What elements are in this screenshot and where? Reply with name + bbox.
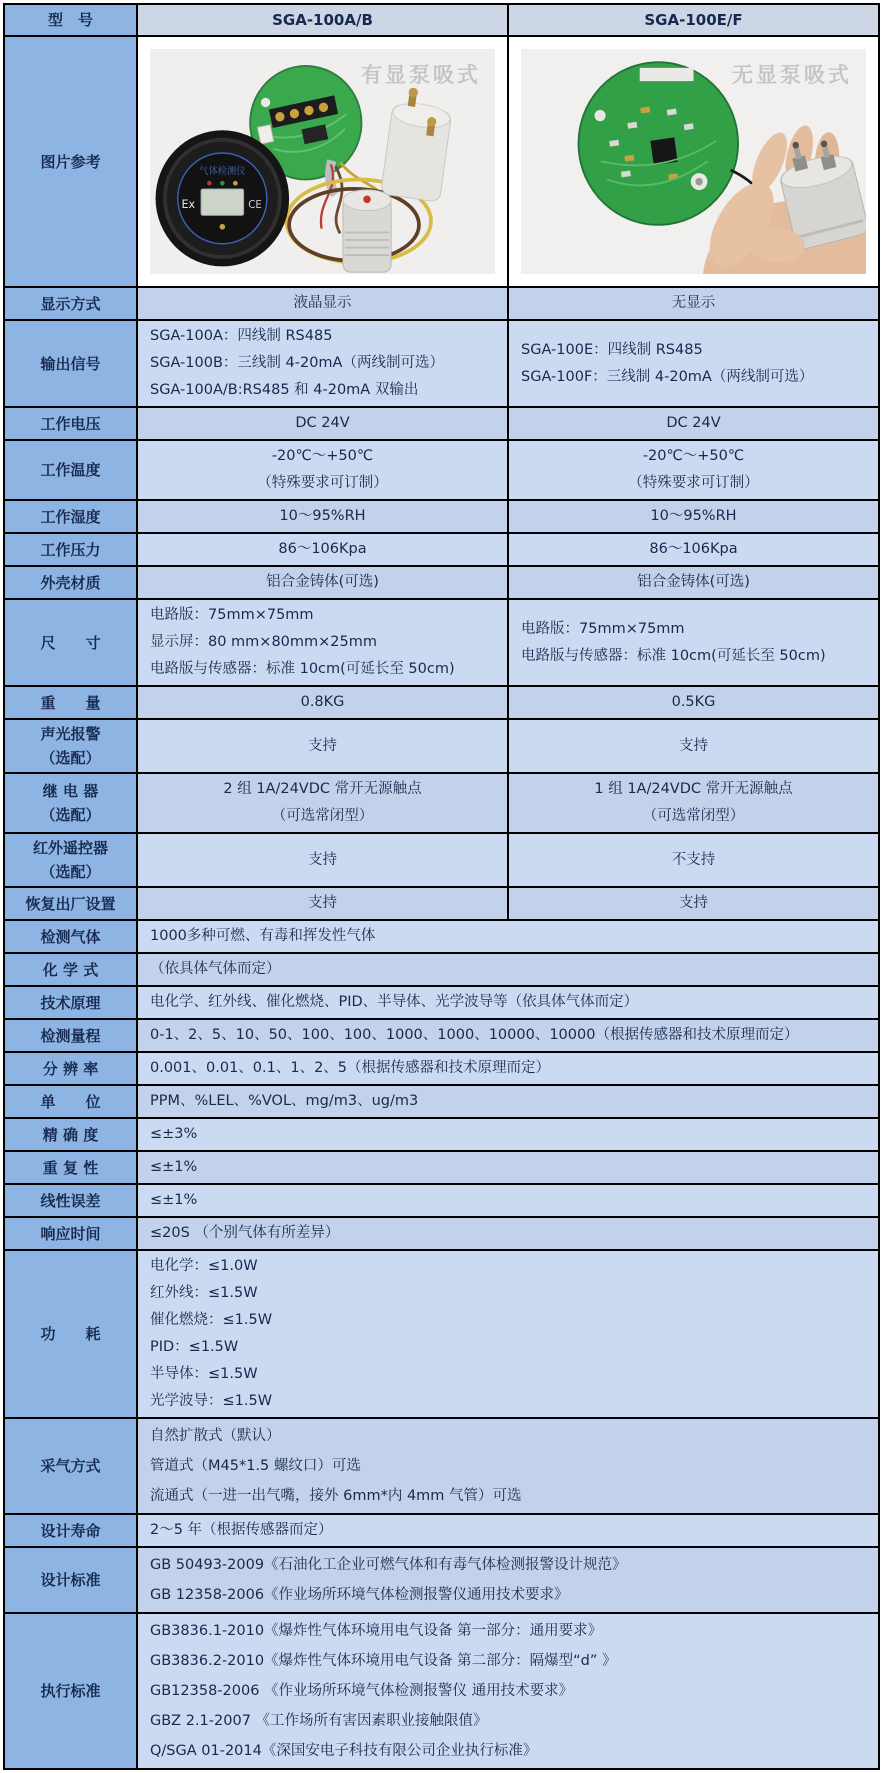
spec-row-working-temperature (4, 440, 879, 500)
row-label-weight: 重 量 (4, 686, 137, 719)
spec-row-tech-principle (4, 986, 879, 1019)
row-label-detect-range: 检测量程 (4, 1019, 137, 1052)
row-value-tech-principle: 电化学、红外线、催化燃烧、PID、半导体、光学波导等（依具体气体而定） (137, 986, 879, 1019)
row-label-unit: 单 位 (4, 1085, 137, 1118)
row-value-display-mode-right: 无显示 (508, 287, 879, 320)
row-value-working-pressure-right: 86～106Kpa (508, 533, 879, 566)
row-value-working-voltage-left: DC 24V (137, 407, 508, 440)
svg-text:Ex: Ex (181, 197, 196, 211)
spec-row-sampling-method (4, 1418, 879, 1514)
spec-row-power-consumption (4, 1250, 879, 1418)
row-value-design-standard: GB 50493-2009《石油化工企业可燃气体和有毒气体检测报警设计规范》 GB 12358-2006《作业场所环境气体检测报警仪通用技术要求》 (137, 1547, 879, 1613)
header-row (4, 4, 879, 36)
row-label-design-standard: 设计标准 (4, 1547, 137, 1613)
row-label-sound-light-alarm: 声光报警 （选配） (4, 719, 137, 773)
spec-row-design-life (4, 1514, 879, 1547)
spec-row-unit (4, 1085, 879, 1118)
row-value-chemical-formula: （依具体气体而定） (137, 953, 879, 986)
row-value-sound-light-alarm-left: 支持 (137, 719, 508, 773)
header-model-right: SGA-100E/F (508, 4, 879, 36)
row-label-linearity-error: 线性误差 (4, 1184, 137, 1217)
spec-row-working-pressure (4, 533, 879, 566)
spec-row-ir-remote (4, 833, 879, 887)
row-value-weight-right: 0.5KG (508, 686, 879, 719)
sga-100ef-product-photo (521, 49, 866, 274)
right-photo-watermark: 无显泵吸式 (732, 63, 852, 87)
row-value-working-humidity-right: 10～95%RH (508, 500, 879, 533)
spec-row-linearity-error (4, 1184, 879, 1217)
row-value-unit: PPM、%LEL、%VOL、mg/m3、ug/m3 (137, 1085, 879, 1118)
spec-row-sound-light-alarm (4, 719, 879, 773)
spec-rows-body (4, 287, 879, 1769)
row-label-working-pressure: 工作压力 (4, 533, 137, 566)
row-label-output-signal: 输出信号 (4, 320, 137, 407)
sga-100ab-product-photo (150, 49, 495, 274)
row-value-display-mode-left: 液晶显示 (137, 287, 508, 320)
spec-row-detect-gas (4, 920, 879, 953)
gauge-display-icon (156, 130, 290, 266)
row-value-design-life: 2～5 年（根据传感器而定） (137, 1514, 879, 1547)
spec-row-chemical-formula (4, 953, 879, 986)
row-value-working-humidity-left: 10～95%RH (137, 500, 508, 533)
row-label-display-mode: 显示方式 (4, 287, 137, 320)
spec-row-shell-material (4, 566, 879, 599)
row-label-dimensions: 尺 寸 (4, 599, 137, 686)
spec-table (3, 3, 880, 1770)
spec-row-design-standard (4, 1547, 879, 1613)
row-label-working-humidity: 工作湿度 (4, 500, 137, 533)
row-value-repeatability: ≤±1% (137, 1151, 879, 1184)
row-label-detect-gas: 检测气体 (4, 920, 137, 953)
row-label-ir-remote: 红外遥控器 （选配） (4, 833, 137, 887)
row-value-sound-light-alarm-right: 支持 (508, 719, 879, 773)
spec-row-display-mode (4, 287, 879, 320)
row-label-working-temperature: 工作温度 (4, 440, 137, 500)
row-value-shell-material-right: 铝合金铸体(可选) (508, 566, 879, 599)
svg-text:气体检测仪: 气体检测仪 (199, 165, 246, 177)
row-label-sampling-method: 采气方式 (4, 1418, 137, 1514)
spec-row-dimensions (4, 599, 879, 686)
row-value-working-temperature-left: -20℃～+50℃ （特殊要求可订制） (137, 440, 508, 500)
row-label-design-life: 设计寿命 (4, 1514, 137, 1547)
row-label-power-consumption: 功 耗 (4, 1250, 137, 1418)
row-label-factory-reset: 恢复出厂设置 (4, 887, 137, 920)
row-value-relay-left: 2 组 1A/24VDC 常开无源触点 （可选常闭型） (137, 773, 508, 833)
row-value-working-pressure-left: 86～106Kpa (137, 533, 508, 566)
row-value-output-signal-left: SGA-100A：四线制 RS485 SGA-100B：三线制 4-20mA（两线制可选） SGA-100A/B:RS485 和 4-20mA 双输出 (137, 320, 508, 407)
spec-row-weight (4, 686, 879, 719)
row-label-working-voltage: 工作电压 (4, 407, 137, 440)
row-value-relay-right: 1 组 1A/24VDC 常开无源触点 （可选常闭型） (508, 773, 879, 833)
header-model-left: SGA-100A/B (137, 4, 508, 36)
row-value-factory-reset-right: 支持 (508, 887, 879, 920)
spec-row-execution-standard (4, 1613, 879, 1769)
row-label-resolution: 分 辨 率 (4, 1052, 137, 1085)
row-value-power-consumption: 电化学：≤1.0W 红外线：≤1.5W 催化燃烧：≤1.5W PID：≤1.5W 半导体：≤1.5W 光学波导：≤1.5W (137, 1250, 879, 1418)
sensor-cylinder-icon (343, 190, 391, 272)
row-value-working-temperature-right: -20℃～+50℃ （特殊要求可订制） (508, 440, 879, 500)
row-label-relay: 继 电 器 （选配） (4, 773, 137, 833)
row-value-detect-gas: 1000多种可燃、有毒和挥发性气体 (137, 920, 879, 953)
row-label-response-time: 响应时间 (4, 1217, 137, 1250)
photo-cell-right (508, 36, 879, 287)
spec-row-repeatability (4, 1151, 879, 1184)
spec-row-relay (4, 773, 879, 833)
image-row (4, 36, 879, 287)
spec-row-accuracy (4, 1118, 879, 1151)
row-value-response-time: ≤20S （个别气体有所差异） (137, 1217, 879, 1250)
row-label-repeatability: 重 复 性 (4, 1151, 137, 1184)
row-value-detect-range: 0-1、2、5、10、50、100、100、1000、1000、10000、10000（根据传感器和技术原理而定） (137, 1019, 879, 1052)
row-label-accuracy: 精 确 度 (4, 1118, 137, 1151)
row-value-execution-standard: GB3836.1-2010《爆炸性气体环境用电气设备 第一部分：通用要求》 GB3836.2-2010《爆炸性气体环境用电气设备 第二部分：隔爆型“d” 》 GB12358-2006 《作业场所环境气体检测报警仪 通用技术要求》 GBZ 2.1-2007 《工作场所有害因素职业接触限值》 Q/SGA 01-2014《深国安电子科技有限公司企业执行标准》 (137, 1613, 879, 1769)
row-label-shell-material: 外壳材质 (4, 566, 137, 599)
spec-row-resolution (4, 1052, 879, 1085)
left-photo-watermark: 有显泵吸式 (361, 63, 481, 87)
row-value-output-signal-right: SGA-100E：四线制 RS485 SGA-100F：三线制 4-20mA（两线制可选） (508, 320, 879, 407)
row-value-ir-remote-left: 支持 (137, 833, 508, 887)
row-value-shell-material-left: 铝合金铸体(可选) (137, 566, 508, 599)
spec-row-working-voltage (4, 407, 879, 440)
row-label-execution-standard: 执行标准 (4, 1613, 137, 1769)
row-value-ir-remote-right: 不支持 (508, 833, 879, 887)
row-value-accuracy: ≤±3% (137, 1118, 879, 1151)
photo-cell-left (137, 36, 508, 287)
spec-row-output-signal (4, 320, 879, 407)
row-value-resolution: 0.001、0.01、0.1、1、2、5（根据传感器和技术原理而定） (137, 1052, 879, 1085)
row-value-dimensions-left: 电路版：75mm×75mm 显示屏：80 mm×80mm×25mm 电路版与传感器：标准 10cm(可延长至 50cm) (137, 599, 508, 686)
row-value-dimensions-right: 电路版：75mm×75mm 电路版与传感器：标准 10cm(可延长至 50cm) (508, 599, 879, 686)
row-label-chemical-formula: 化 学 式 (4, 953, 137, 986)
spec-row-working-humidity (4, 500, 879, 533)
svg-text:CE: CE (248, 198, 262, 211)
header-model-label: 型 号 (4, 4, 137, 36)
row-label-tech-principle: 技术原理 (4, 986, 137, 1019)
spec-row-response-time (4, 1217, 879, 1250)
spec-row-factory-reset (4, 887, 879, 920)
row-value-sampling-method: 自然扩散式（默认） 管道式（M45*1.5 螺纹口）可选 流通式（一进一出气嘴，接外 6mm*内 4mm 气管）可选 (137, 1418, 879, 1514)
row-value-linearity-error: ≤±1% (137, 1184, 879, 1217)
row-value-factory-reset-left: 支持 (137, 887, 508, 920)
image-row-label: 图片参考 (4, 36, 137, 287)
spec-row-detect-range (4, 1019, 879, 1052)
row-value-weight-left: 0.8KG (137, 686, 508, 719)
row-value-working-voltage-right: DC 24V (508, 407, 879, 440)
